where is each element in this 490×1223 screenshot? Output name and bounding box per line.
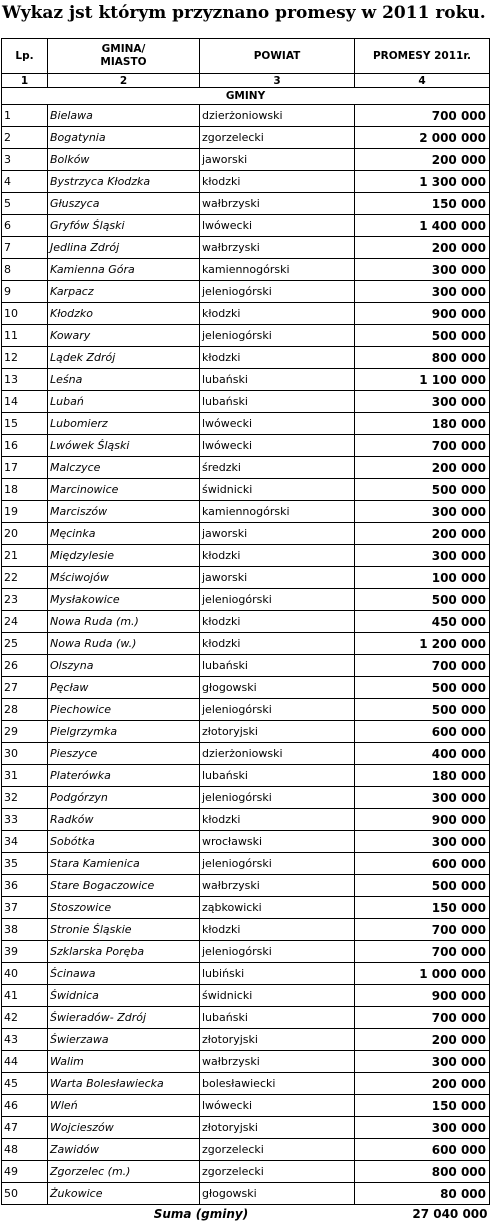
row-powiat: bolesławiecki [200,1073,355,1095]
row-powiat: kłodzki [200,809,355,831]
row-gmina: Lubań [48,391,200,413]
row-promesy: 300 000 [355,545,490,567]
row-lp: 22 [2,567,48,589]
row-powiat: kamiennogórski [200,501,355,523]
table-row [2,809,490,831]
table-row [2,457,490,479]
row-gmina: Gryfów Śląski [48,215,200,237]
row-powiat: kłodzki [200,171,355,193]
row-lp: 20 [2,523,48,545]
table-row [2,347,490,369]
table-row [2,611,490,633]
row-lp: 47 [2,1117,48,1139]
row-powiat: średzki [200,457,355,479]
table-row [2,193,490,215]
row-gmina: Olszyna [48,655,200,677]
row-gmina: Bogatynia [48,127,200,149]
table-row [2,303,490,325]
table-row [2,853,490,875]
row-gmina: Bielawa [48,105,200,127]
row-promesy: 1 200 000 [355,633,490,655]
row-lp: 12 [2,347,48,369]
table-row [2,963,490,985]
row-powiat: wałbrzyski [200,875,355,897]
row-powiat: lwówecki [200,435,355,457]
row-gmina: Nowa Ruda (w.) [48,633,200,655]
header-gmina-line1: GMINA/ [102,43,146,55]
row-gmina: Karpacz [48,281,200,303]
table-row [2,589,490,611]
row-lp: 38 [2,919,48,941]
row-gmina: Zawidów [48,1139,200,1161]
row-lp: 13 [2,369,48,391]
sum-label: Suma (gminy) [48,1205,355,1223]
row-lp: 14 [2,391,48,413]
row-gmina: Męcinka [48,523,200,545]
row-lp: 25 [2,633,48,655]
row-gmina: Bolków [48,149,200,171]
row-lp: 40 [2,963,48,985]
table-row [2,501,490,523]
row-gmina: Warta Bolesławiecka [48,1073,200,1095]
row-lp: 5 [2,193,48,215]
row-powiat: jaworski [200,567,355,589]
row-gmina: Wleń [48,1095,200,1117]
row-promesy: 180 000 [355,765,490,787]
table-row [2,1073,490,1095]
row-promesy: 300 000 [355,831,490,853]
row-gmina: Sobótka [48,831,200,853]
table-row [2,237,490,259]
table-row [2,1183,490,1205]
row-promesy: 700 000 [355,1007,490,1029]
row-promesy: 700 000 [355,941,490,963]
row-gmina: Mysłakowice [48,589,200,611]
table-row [2,743,490,765]
row-gmina: Świeradów- Zdrój [48,1007,200,1029]
row-lp: 2 [2,127,48,149]
row-promesy: 300 000 [355,391,490,413]
table-row [2,1095,490,1117]
table-row [2,633,490,655]
table-row [2,699,490,721]
column-number: 4 [355,74,490,88]
sum-value: 27 040 000 [355,1205,490,1223]
row-powiat: złotoryjski [200,721,355,743]
row-powiat: kłodzki [200,545,355,567]
row-promesy: 900 000 [355,303,490,325]
row-powiat: zgorzelecki [200,1139,355,1161]
row-promesy: 300 000 [355,787,490,809]
table-row [2,721,490,743]
row-gmina: Nowa Ruda (m.) [48,611,200,633]
row-lp: 31 [2,765,48,787]
row-promesy: 300 000 [355,259,490,281]
row-lp: 27 [2,677,48,699]
row-gmina: Platerówka [48,765,200,787]
row-promesy: 300 000 [355,281,490,303]
row-lp: 41 [2,985,48,1007]
row-gmina: Pęcław [48,677,200,699]
row-lp: 28 [2,699,48,721]
row-promesy: 180 000 [355,413,490,435]
row-gmina: Bystrzyca Kłodzka [48,171,200,193]
section-row [2,88,490,105]
row-powiat: jeleniogórski [200,589,355,611]
row-lp: 8 [2,259,48,281]
row-powiat: świdnicki [200,479,355,501]
row-promesy: 600 000 [355,1139,490,1161]
table-row [2,281,490,303]
row-promesy: 700 000 [355,655,490,677]
row-gmina: Piechowice [48,699,200,721]
row-promesy: 400 000 [355,743,490,765]
row-lp: 9 [2,281,48,303]
row-gmina: Głuszyca [48,193,200,215]
row-promesy: 80 000 [355,1183,490,1205]
row-powiat: jeleniogórski [200,699,355,721]
row-lp: 30 [2,743,48,765]
table-row [2,677,490,699]
row-lp: 15 [2,413,48,435]
row-promesy: 150 000 [355,193,490,215]
row-promesy: 1 400 000 [355,215,490,237]
row-lp: 37 [2,897,48,919]
page-title: Wykaz jst którym przyznano promesy w 2011 roku. [2,2,488,26]
row-gmina: Kamienna Góra [48,259,200,281]
row-powiat: lubiński [200,963,355,985]
row-powiat: lubański [200,655,355,677]
row-powiat: wałbrzyski [200,1051,355,1073]
header-gmina [48,39,200,74]
table-row [2,875,490,897]
row-lp: 21 [2,545,48,567]
table-row [2,149,490,171]
row-promesy: 500 000 [355,875,490,897]
row-powiat: kłodzki [200,919,355,941]
table-row [2,435,490,457]
table-row [2,413,490,435]
row-promesy: 500 000 [355,677,490,699]
column-number-row [2,74,490,88]
row-gmina: Stara Kamienica [48,853,200,875]
row-lp: 6 [2,215,48,237]
row-promesy: 200 000 [355,1029,490,1051]
row-powiat: jeleniogórski [200,853,355,875]
row-lp: 46 [2,1095,48,1117]
row-promesy: 1 300 000 [355,171,490,193]
row-gmina: Zgorzelec (m.) [48,1161,200,1183]
table-row [2,523,490,545]
row-lp: 1 [2,105,48,127]
table-row [2,127,490,149]
row-powiat: dzierżoniowski [200,105,355,127]
row-promesy: 2 000 000 [355,127,490,149]
row-gmina: Kłodzko [48,303,200,325]
row-powiat: zgorzelecki [200,1161,355,1183]
row-promesy: 500 000 [355,699,490,721]
row-lp: 10 [2,303,48,325]
row-promesy: 150 000 [355,1095,490,1117]
row-promesy: 300 000 [355,501,490,523]
row-gmina: Malczyce [48,457,200,479]
row-lp: 48 [2,1139,48,1161]
row-lp: 11 [2,325,48,347]
row-powiat: wałbrzyski [200,193,355,215]
row-promesy: 150 000 [355,897,490,919]
row-promesy: 200 000 [355,149,490,171]
table-row [2,479,490,501]
table-row [2,325,490,347]
row-gmina: Wojcieszów [48,1117,200,1139]
row-powiat: lwówecki [200,1095,355,1117]
row-powiat: głogowski [200,677,355,699]
header-row [2,39,490,74]
row-powiat: dzierżoniowski [200,743,355,765]
row-lp: 32 [2,787,48,809]
row-lp: 29 [2,721,48,743]
table-row [2,831,490,853]
row-powiat: jaworski [200,523,355,545]
table-row [2,545,490,567]
row-lp: 18 [2,479,48,501]
row-gmina: Stare Bogaczowice [48,875,200,897]
row-lp: 36 [2,875,48,897]
row-lp: 4 [2,171,48,193]
row-promesy: 300 000 [355,1117,490,1139]
header-gmina-line2: MIASTO [100,56,146,68]
row-lp: 39 [2,941,48,963]
header-lp: Lp. [2,39,48,74]
row-gmina: Lwówek Śląski [48,435,200,457]
row-promesy: 700 000 [355,105,490,127]
row-lp: 43 [2,1029,48,1051]
row-gmina: Ścinawa [48,963,200,985]
row-lp: 3 [2,149,48,171]
header-powiat: POWIAT [200,39,355,74]
row-powiat: kamiennogórski [200,259,355,281]
table-row [2,391,490,413]
row-powiat: lubański [200,369,355,391]
row-gmina: Marciszów [48,501,200,523]
row-lp: 17 [2,457,48,479]
row-promesy: 900 000 [355,985,490,1007]
row-powiat: kłodzki [200,347,355,369]
table-row [2,369,490,391]
row-lp: 16 [2,435,48,457]
sum-spacer [2,1205,48,1223]
row-powiat: lwówecki [200,215,355,237]
row-gmina: Stoszowice [48,897,200,919]
sum-row [2,1205,490,1223]
row-gmina: Walim [48,1051,200,1073]
row-gmina: Marcinowice [48,479,200,501]
row-promesy: 900 000 [355,809,490,831]
row-gmina: Mściwojów [48,567,200,589]
row-promesy: 200 000 [355,237,490,259]
row-gmina: Pieszyce [48,743,200,765]
row-powiat: złotoryjski [200,1117,355,1139]
row-promesy: 700 000 [355,435,490,457]
row-promesy: 200 000 [355,523,490,545]
row-powiat: złotoryjski [200,1029,355,1051]
row-gmina: Szklarska Poręba [48,941,200,963]
row-powiat: kłodzki [200,303,355,325]
row-powiat: świdnicki [200,985,355,1007]
table-row [2,919,490,941]
row-gmina: Międzylesie [48,545,200,567]
table-body [2,105,490,1205]
row-gmina: Podgórzyn [48,787,200,809]
row-promesy: 500 000 [355,589,490,611]
table-row [2,897,490,919]
section-label: GMINY [2,88,490,105]
table-row [2,1029,490,1051]
row-powiat: lubański [200,391,355,413]
row-promesy: 200 000 [355,457,490,479]
row-powiat: wałbrzyski [200,237,355,259]
row-lp: 24 [2,611,48,633]
row-promesy: 450 000 [355,611,490,633]
row-lp: 44 [2,1051,48,1073]
table-row [2,1007,490,1029]
row-gmina: Lądek Zdrój [48,347,200,369]
row-lp: 19 [2,501,48,523]
row-gmina: Świerzawa [48,1029,200,1051]
promesy-table [1,38,490,1223]
row-powiat: wrocławski [200,831,355,853]
table-row [2,105,490,127]
row-promesy: 100 000 [355,567,490,589]
row-gmina: Leśna [48,369,200,391]
column-number: 3 [200,74,355,88]
table-row [2,787,490,809]
column-number: 1 [2,74,48,88]
row-powiat: jeleniogórski [200,281,355,303]
row-powiat: jeleniogórski [200,325,355,347]
table-row [2,1161,490,1183]
table-row [2,941,490,963]
row-promesy: 1 100 000 [355,369,490,391]
row-gmina: Radków [48,809,200,831]
row-gmina: Stronie Śląskie [48,919,200,941]
table-row [2,1117,490,1139]
row-promesy: 1 000 000 [355,963,490,985]
row-lp: 50 [2,1183,48,1205]
row-gmina: Świdnica [48,985,200,1007]
row-gmina: Jedlina Zdrój [48,237,200,259]
row-lp: 34 [2,831,48,853]
row-powiat: głogowski [200,1183,355,1205]
table-row [2,1051,490,1073]
row-powiat: kłodzki [200,611,355,633]
row-promesy: 500 000 [355,325,490,347]
row-promesy: 800 000 [355,347,490,369]
row-promesy: 800 000 [355,1161,490,1183]
row-powiat: jeleniogórski [200,787,355,809]
row-powiat: ząbkowicki [200,897,355,919]
table-row [2,567,490,589]
table-row [2,215,490,237]
row-powiat: lubański [200,1007,355,1029]
row-powiat: lwówecki [200,413,355,435]
row-powiat: kłodzki [200,633,355,655]
row-lp: 35 [2,853,48,875]
table-row [2,765,490,787]
row-promesy: 500 000 [355,479,490,501]
row-promesy: 300 000 [355,1051,490,1073]
row-promesy: 600 000 [355,853,490,875]
row-lp: 45 [2,1073,48,1095]
row-lp: 7 [2,237,48,259]
row-powiat: jaworski [200,149,355,171]
table-row [2,985,490,1007]
row-powiat: jeleniogórski [200,941,355,963]
table-row [2,1139,490,1161]
row-promesy: 600 000 [355,721,490,743]
row-gmina: Kowary [48,325,200,347]
row-promesy: 700 000 [355,919,490,941]
header-promesy: PROMESY 2011r. [355,39,490,74]
row-lp: 33 [2,809,48,831]
row-powiat: zgorzelecki [200,127,355,149]
row-powiat: lubański [200,765,355,787]
row-lp: 42 [2,1007,48,1029]
column-number: 2 [48,74,200,88]
row-gmina: Lubomierz [48,413,200,435]
row-lp: 23 [2,589,48,611]
row-lp: 49 [2,1161,48,1183]
row-gmina: Żukowice [48,1183,200,1205]
table-row [2,259,490,281]
row-promesy: 200 000 [355,1073,490,1095]
row-gmina: Pielgrzymka [48,721,200,743]
table-row [2,655,490,677]
row-lp: 26 [2,655,48,677]
table-row [2,171,490,193]
